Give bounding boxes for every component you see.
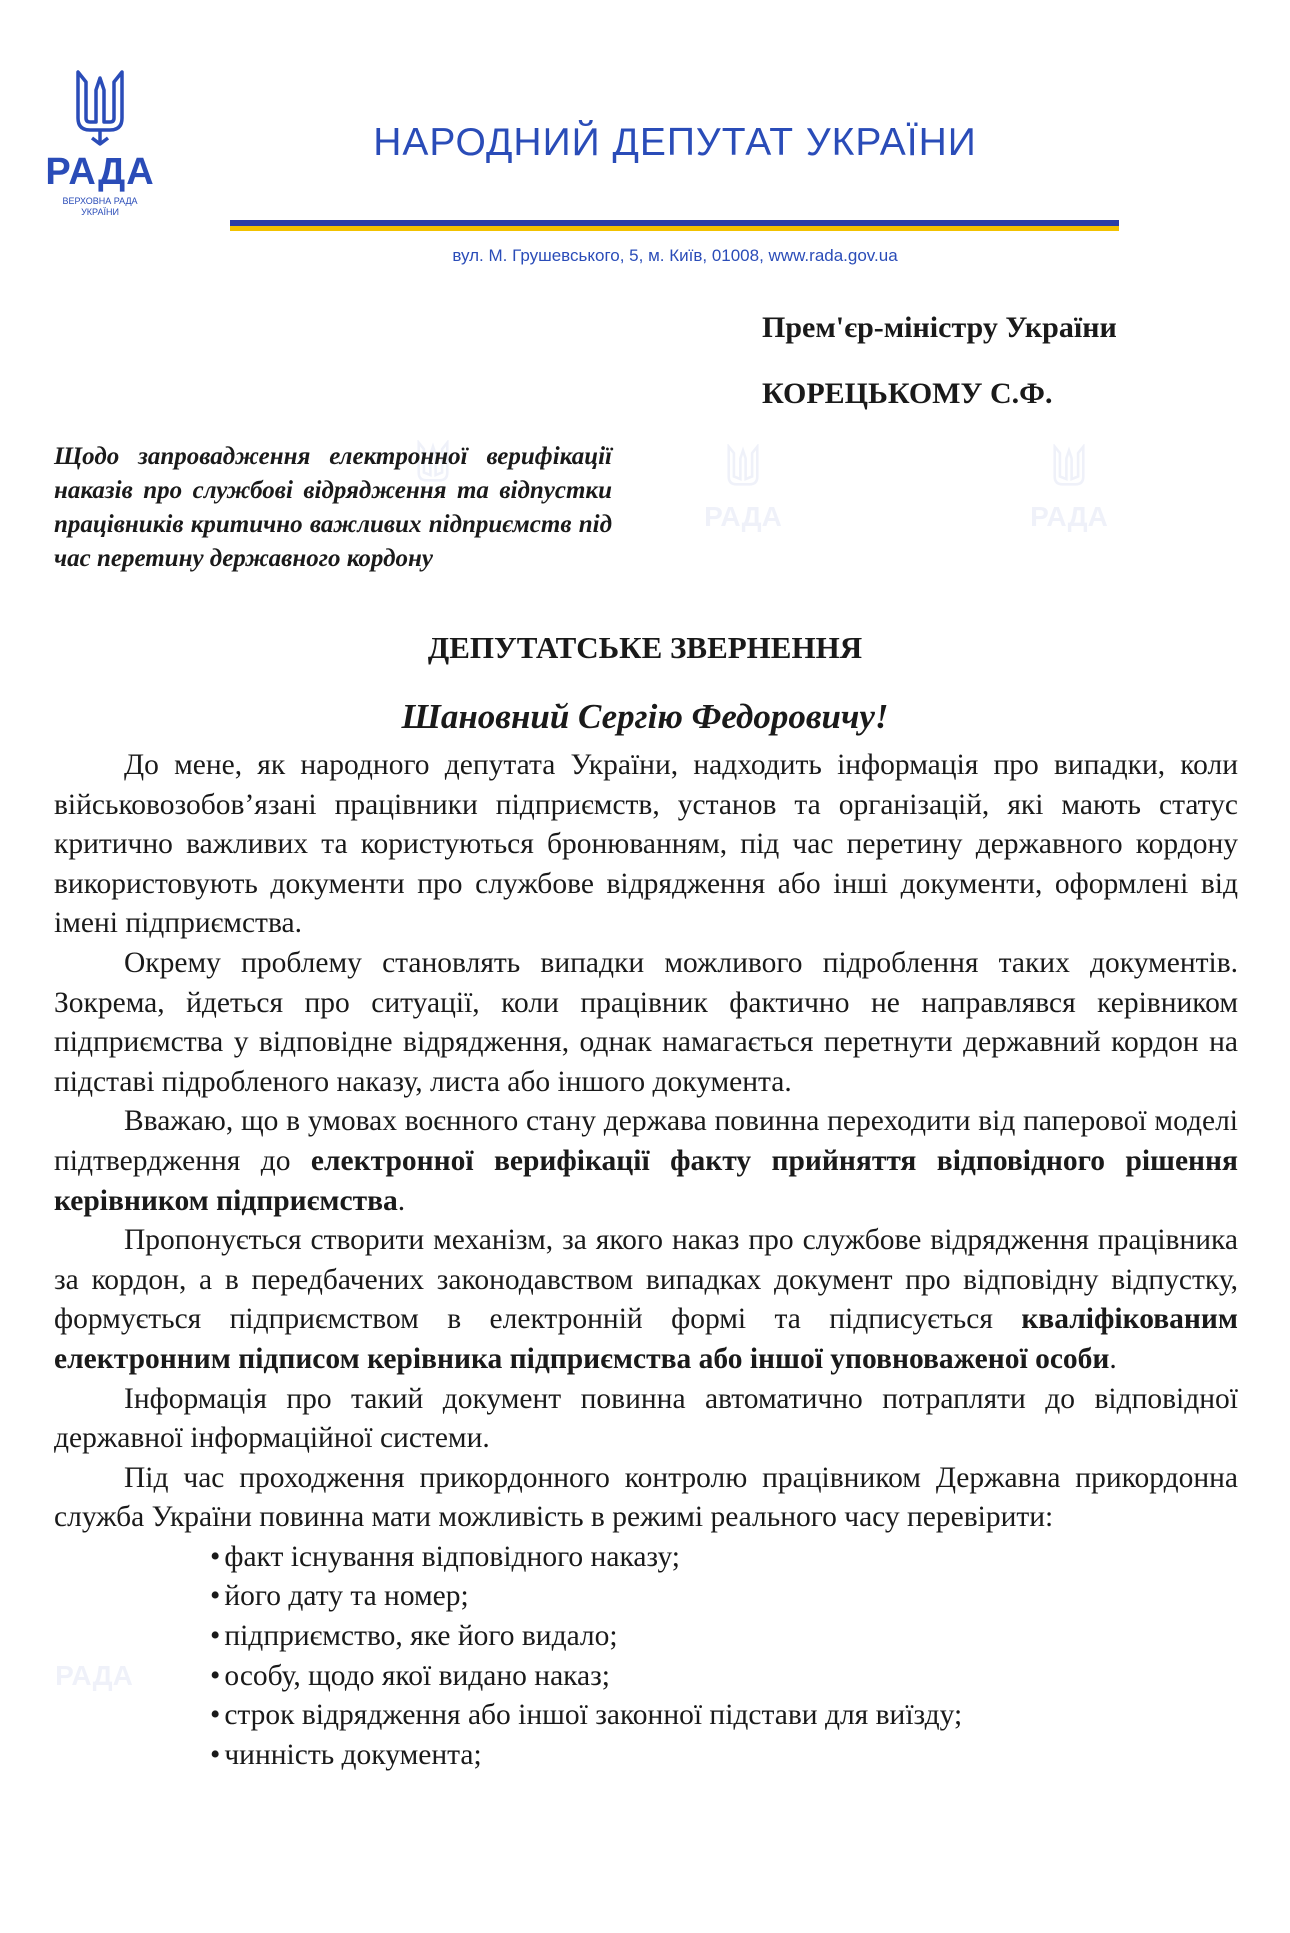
rada-logo [40, 68, 160, 218]
document-title: ДЕПУТАТСЬКЕ ЗВЕРНЕННЯ [427, 630, 863, 665]
list-item: • підприємство, яке його видало; [210, 1617, 1238, 1657]
logo-subtitle-line-2: УКРАЇНИ [81, 207, 119, 217]
list-item: • особу, щодо якої видано наказ; [210, 1657, 1238, 1697]
paragraph-4-end: . [1109, 1342, 1117, 1375]
verification-list [54, 1538, 1238, 1776]
list-item: • чинність документа; [210, 1736, 1238, 1776]
watermark-logo: РАДА [698, 444, 788, 533]
letter-body [54, 746, 1238, 1775]
paragraph-4-emphasis: кваліфікованим електронним підписом керівника підприємства або іншої уповноваженої особи [54, 1303, 1238, 1375]
watermark-logo: РАДА [55, 1660, 133, 1691]
paragraph-2: Окрему проблему становлять випадки можливого підроблення таких документів. Зокрема, йдеться про ситуації, коли працівник фактично не направлявся керівником підприємства у відповідне відрядження, однак намагається перетнути державний кордон на підставі підробленого наказу, листа або іншого документа. [54, 946, 1238, 1098]
trident-icon [74, 68, 126, 148]
paragraph-3 [54, 1102, 1238, 1221]
recipient-position: Прем'єр-міністру України [762, 311, 1117, 344]
paragraph-4-text: Пропонується створити механізм, за якого наказ про службове відрядження працівника за кордон, а в передбачених законодавством випадках документ про відповідну відпустку, формується підприємством в електронній формі та підписується [54, 1224, 1238, 1336]
subject-line: Щодо запровадження електронної верифікації наказів про службові відрядження та відпустки працівників критично важливих підприємств під час перетину державного кордону [54, 443, 612, 572]
recipient-name: КОРЕЦЬКОМУ С.Ф. [762, 377, 1053, 410]
watermark-logo: РАДА [1024, 444, 1114, 533]
paragraph-3-end: . [397, 1184, 406, 1217]
salutation: Шановний Сергію Федоровичу! [401, 697, 889, 736]
flag-stripe-yellow [230, 226, 1119, 231]
paragraph-1: До мене, як народного депутата України, надходить інформація про випадки, коли військовозобов’язані працівники підприємств, установ та організацій, які мають статус критично важливих та користуються бронюванням, під час перетину державного кордону використовують документи про службове відрядження або інші документи, оформлені від імені підприємства. [54, 749, 1238, 940]
logo-subtitle [40, 196, 160, 218]
paragraph-3-text: Вважаю, що в умовах воєнного стану держава повинна переходити від паперової моделі підтвердження до [54, 1105, 1238, 1177]
paragraph-6: Під час проходження прикордонного контролю працівником Державна прикордонна служба України повинна мати можливість в режимі реального часу перевірити: [54, 1461, 1238, 1534]
paragraph-5: Інформація про такий документ повинна автоматично потрапляти до відповідної державної інформаційної системи. [54, 1382, 1238, 1455]
letterhead-title: НАРОДНИЙ ДЕПУТАТ УКРАЇНИ [373, 121, 977, 164]
paragraph-3-emphasis: електронної верифікації факту прийняття відповідного рішення керівником підприємства [54, 1144, 1239, 1217]
logo-subtitle-line-1: ВЕРХОВНА РАДА [62, 196, 138, 206]
letterhead-address: вул. М. Грушевського, 5, м. Київ, 01008, www.rada.gov.ua [452, 246, 898, 265]
list-item: • його дату та номер; [210, 1577, 1238, 1617]
list-item: • факт існування відповідного наказу; [210, 1538, 1238, 1578]
paragraph-4 [54, 1221, 1238, 1379]
list-item: • строк відрядження або іншої законної підстави для виїзду; [210, 1696, 1238, 1736]
logo-word: РАДА [45, 151, 155, 193]
